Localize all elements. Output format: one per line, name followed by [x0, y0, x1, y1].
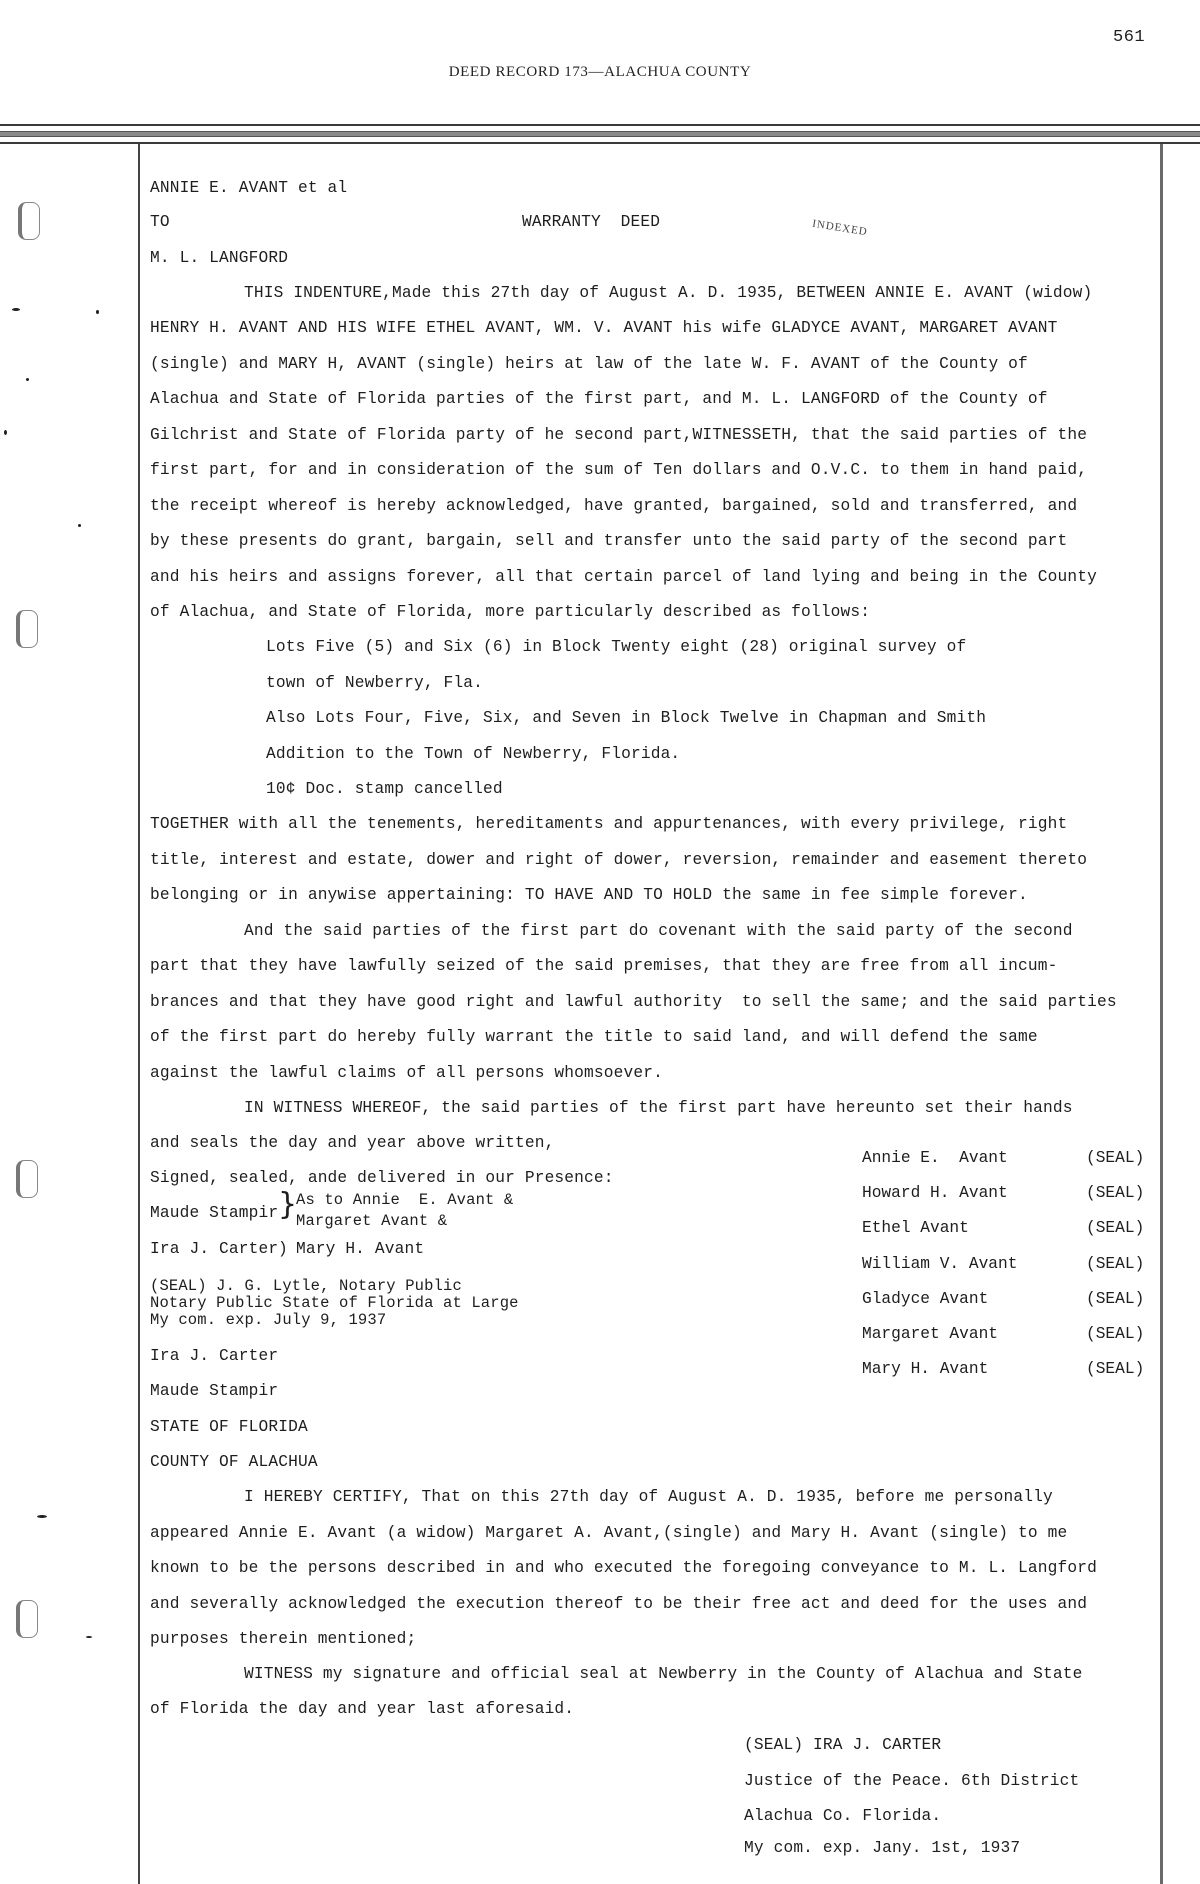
signatory-seal: (SEAL): [1086, 1325, 1145, 1343]
record-header-title: DEED RECORD 173—ALACHUA COUNTY: [448, 64, 752, 80]
covenant-line: against the lawful claims of all persons whomsoever.: [150, 1064, 663, 1082]
margin-speck: [86, 1636, 92, 1638]
as-to-line: Margaret Avant &: [296, 1212, 448, 1230]
brace-icon: }: [278, 1187, 298, 1222]
margin-speck: [26, 378, 29, 381]
signatory-seal: (SEAL): [1086, 1219, 1145, 1237]
signatory-name: Howard H. Avant: [862, 1184, 1008, 1202]
acknowledgment-line: WITNESS my signature and official seal at Newberry in the County of Alachua and State: [244, 1665, 1083, 1683]
habendum-line: TOGETHER with all the tenements, hereditaments and appurtenances, with every privilege, right: [150, 815, 1068, 833]
signatory-name: Annie E. Avant: [862, 1149, 1008, 1167]
witness-clause-line: IN WITNESS WHEREOF, the said parties of the first part have hereunto set their hands: [244, 1099, 1073, 1117]
justice-signature: (SEAL) IRA J. CARTER: [744, 1736, 942, 1754]
page-frame-left: [138, 144, 140, 1884]
as-to-line: As to Annie E. Avant &: [296, 1191, 514, 1209]
body-line: Alachua and State of Florida parties of the first part, and M. L. LANGFORD of the County of: [150, 390, 1048, 408]
signatory-name: Margaret Avant: [862, 1325, 998, 1343]
acknowledgment-line: and severally acknowledged the execution thereof to be their free act and deed for the uses and: [150, 1595, 1088, 1613]
acknowledgment-line: purposes therein mentioned;: [150, 1630, 417, 1648]
binder-hole-icon: [16, 1160, 38, 1198]
acknowledgment-line: known to be the persons described in and who executed the foregoing conveyance to M. L. Langford: [150, 1559, 1097, 1577]
doc-stamp-note: 10¢ Doc. stamp cancelled: [266, 780, 503, 798]
habendum-line: title, interest and estate, dower and right of dower, reversion, remainder and easement thereto: [150, 851, 1088, 869]
body-line: THIS INDENTURE,Made this 27th day of August A. D. 1935, BETWEEN ANNIE E. AVANT (widow): [244, 284, 1093, 302]
notary-line: Notary Public State of Florida at Large: [150, 1294, 519, 1312]
witness-name: Maude Stampir: [150, 1382, 279, 1400]
covenant-line: of the first part do hereby fully warrant the title to said land, and will defend the same: [150, 1028, 1038, 1046]
binder-hole-icon: [16, 1600, 38, 1638]
deed-type-title: WARRANTY DEED: [522, 213, 661, 231]
signatory-name: William V. Avant: [862, 1255, 1018, 1273]
acknowledgment-line: of Florida the day and year last aforesaid.: [150, 1700, 575, 1718]
witness-clause-line: Signed, sealed, ande delivered in our Presence:: [150, 1169, 614, 1187]
venue-state: STATE OF FLORIDA: [150, 1418, 308, 1436]
body-line: of Alachua, and State of Florida, more particularly described as follows:: [150, 603, 871, 621]
justice-title: Justice of the Peace. 6th District: [744, 1772, 1080, 1790]
signatory-seal: (SEAL): [1086, 1184, 1145, 1202]
page-frame-right: [1160, 144, 1163, 1884]
justice-location: Alachua Co. Florida.: [744, 1807, 942, 1825]
margin-speck: [12, 308, 20, 311]
body-line: (single) and MARY H, AVANT (single) heirs at law of the late W. F. AVANT of the County of: [150, 355, 1028, 373]
binder-hole-icon: [18, 202, 40, 240]
notary-line: My com. exp. July 9, 1937: [150, 1311, 387, 1329]
margin-speck: [96, 310, 99, 314]
as-to-line: Mary H. Avant: [296, 1240, 425, 1258]
margin-speck: [78, 524, 81, 527]
page-number: 561: [1113, 28, 1146, 47]
covenant-line: And the said parties of the first part do covenant with the said party of the second: [244, 922, 1073, 940]
grantee-name: M. L. LANGFORD: [150, 249, 289, 267]
signatory-seal: (SEAL): [1086, 1255, 1145, 1273]
legal-description-line: Lots Five (5) and Six (6) in Block Twenty eight (28) original survey of: [266, 638, 967, 656]
body-line: Gilchrist and State of Florida party of he second part,WITNESSETH, that the said parties of the: [150, 426, 1088, 444]
venue-county: COUNTY OF ALACHUA: [150, 1453, 318, 1471]
body-line: first part, for and in consideration of the sum of Ten dollars and O.V.C. to them in hand paid,: [150, 461, 1088, 479]
habendum-line: belonging or in anywise appertaining: TO HAVE AND TO HOLD the same in fee simple forever.: [150, 886, 1028, 904]
covenant-line: brances and that they have good right and lawful authority to sell the same; and the said parties: [150, 993, 1117, 1011]
grantor-name: ANNIE E. AVANT et al: [150, 179, 348, 197]
body-line: and his heirs and assigns forever, all that certain parcel of land lying and being in the County: [150, 568, 1097, 586]
body-line: by these presents do grant, bargain, sell and transfer unto the said party of the second part: [150, 532, 1068, 550]
body-line: the receipt whereof is hereby acknowledged, have granted, bargained, sold and transferred, and: [150, 497, 1078, 515]
witness-name: Ira J. Carter: [150, 1240, 279, 1258]
legal-description-line: Addition to the Town of Newberry, Florida.: [266, 745, 681, 763]
header-rule-bottom: [0, 142, 1200, 144]
notary-line: (SEAL) J. G. Lytle, Notary Public: [150, 1277, 462, 1295]
covenant-line: part that they have lawfully seized of the said premises, that they are free from all incum-: [150, 957, 1058, 975]
signatory-seal: (SEAL): [1086, 1360, 1145, 1378]
witness-name: Maude Stampir: [150, 1204, 279, 1222]
header-rule-thick: [0, 131, 1200, 137]
witness-clause-line: and seals the day and year above written,: [150, 1134, 555, 1152]
justice-commission: My com. exp. Jany. 1st, 1937: [744, 1839, 1021, 1857]
body-line: HENRY H. AVANT AND HIS WIFE ETHEL AVANT, WM. V. AVANT his wife GLADYCE AVANT, MARGARET AVANT: [150, 319, 1058, 337]
to-label: TO: [150, 213, 170, 231]
signatory-seal: (SEAL): [1086, 1290, 1145, 1308]
signatory-name: Mary H. Avant: [862, 1360, 989, 1378]
signatory-seal: (SEAL): [1086, 1149, 1145, 1167]
indexed-stamp: INDEXED: [811, 217, 869, 239]
binder-hole-icon: [16, 610, 38, 648]
legal-description-line: town of Newberry, Fla.: [266, 674, 484, 692]
brace-close-icon: ): [278, 1240, 288, 1258]
acknowledgment-line: I HEREBY CERTIFY, That on this 27th day of August A. D. 1935, before me personally: [244, 1488, 1053, 1506]
witness-name: Ira J. Carter: [150, 1347, 279, 1365]
margin-speck: [4, 430, 7, 435]
signatory-name: Gladyce Avant: [862, 1290, 989, 1308]
signatory-name: Ethel Avant: [862, 1219, 969, 1237]
header-rule-top: [0, 124, 1200, 126]
margin-speck: [37, 1515, 47, 1518]
legal-description-line: Also Lots Four, Five, Six, and Seven in Block Twelve in Chapman and Smith: [266, 709, 987, 727]
acknowledgment-line: appeared Annie E. Avant (a widow) Margaret A. Avant,(single) and Mary H. Avant (single) to me: [150, 1524, 1068, 1542]
